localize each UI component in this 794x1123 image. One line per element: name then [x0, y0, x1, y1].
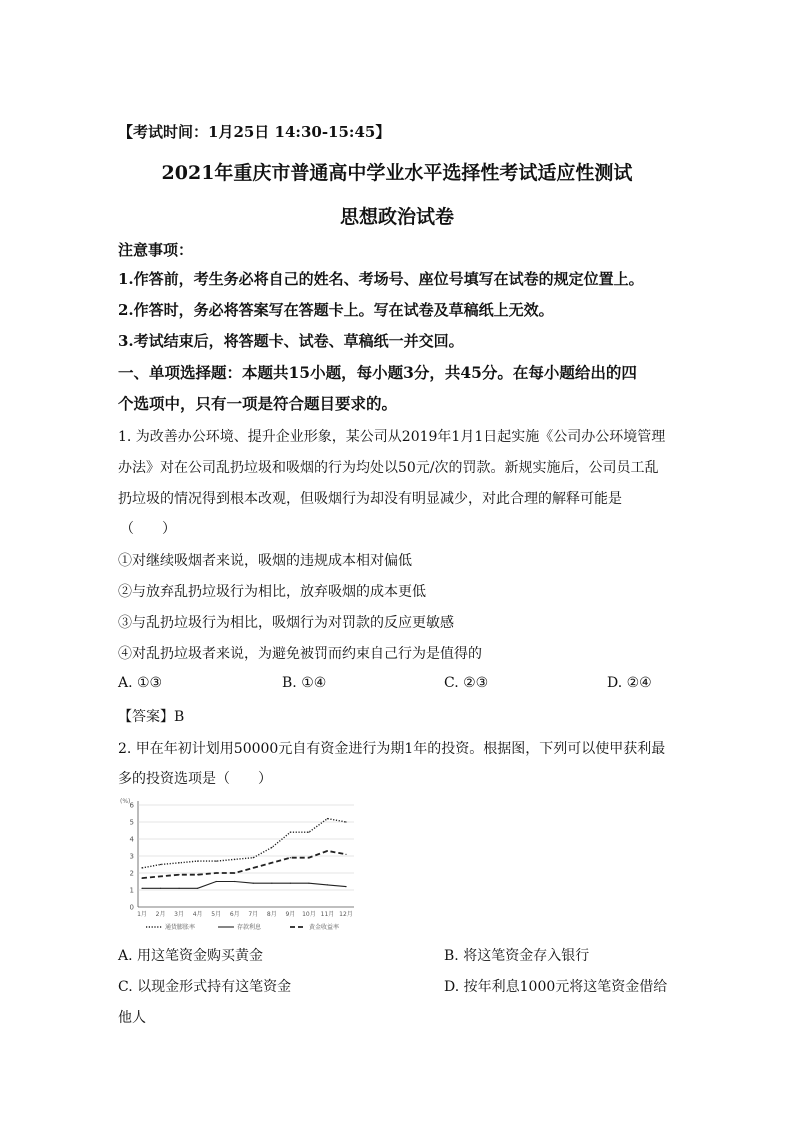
y-tick-label: 3	[129, 852, 134, 861]
q1-option-c: C. ②③	[444, 675, 489, 691]
x-tick-label: 4月	[192, 911, 203, 918]
q1-blank: （ ）	[120, 521, 176, 537]
x-tick-label: 2月	[155, 911, 166, 918]
y-axis-unit: (%)	[120, 798, 131, 805]
data-point	[216, 861, 217, 862]
data-point	[197, 888, 198, 889]
data-point	[234, 872, 235, 873]
q1-option-b: B. ①④	[282, 675, 327, 691]
q1-answer: 【答案】B	[118, 709, 185, 725]
x-tick-label: 8月	[266, 911, 277, 918]
data-point	[290, 857, 291, 858]
paper-subtitle: 思想政治试卷	[339, 206, 454, 228]
data-point	[327, 850, 328, 851]
data-point	[345, 854, 346, 855]
q2-option-d-cont: 他人	[118, 1010, 146, 1026]
legend-label: 黄金收益率	[309, 924, 340, 931]
data-point	[178, 888, 179, 889]
data-point	[271, 883, 272, 884]
data-point	[253, 883, 254, 884]
notice-item: 1.作答前，考生务必将自己的姓名、考场号、座位号填写在试卷的规定位置上。	[118, 270, 644, 288]
data-point	[308, 832, 309, 833]
q1-statement: ④对乱扔垃圾者来说，为避免被罚而约束自己行为是值得的	[118, 646, 482, 662]
exam-time: 【考试时间：1月25日 14:30-15:45】	[118, 123, 391, 141]
data-point	[216, 872, 217, 873]
q1-statement: ③与乱扔垃圾行为相比，吸烟行为对罚款的反应更敏感	[118, 615, 454, 631]
q2-option-b: B. 将这笔资金存入银行	[444, 948, 590, 964]
x-tick-label: 1月	[137, 911, 147, 918]
q1-option-d: D. ②④	[607, 675, 652, 691]
x-tick-label: 5月	[211, 911, 222, 918]
data-point	[308, 883, 309, 884]
data-point	[197, 874, 198, 875]
q2-stem: 2. 甲在年初计划用50000元自有资金进行为期1年的投资。根据图，下列可以使甲获利最	[118, 741, 666, 757]
series-line-0	[142, 819, 346, 868]
q1-statement: ①对继续吸烟者来说，吸烟的违规成本相对偏低	[118, 553, 412, 569]
data-point	[271, 847, 272, 848]
data-point	[253, 857, 254, 858]
paper-title: 2021年重庆市普通高中学业水平选择性考试适应性测试	[161, 162, 633, 184]
section-heading: 一、单项选择题：本题共15小题，每小题3分，共45分。在每小题给出的四	[118, 363, 637, 382]
investment-line-chart	[118, 795, 360, 937]
q1-stem: 办法》对在公司乱扔垃圾和吸烟的行为均处以50元/次的罚款。新规实施后，公司员工乱	[118, 460, 659, 476]
q1-stem: 扔垃圾的情况得到根本改观，但吸烟行为却没有明显减少，对此合理的解释可能是	[118, 491, 622, 507]
q1-stem: 1. 为改善办公环境、提升企业形象，某公司从2019年1月1日起实施《公司办公环境管理	[118, 429, 666, 445]
x-tick-label: 9月	[285, 911, 296, 918]
data-point	[345, 886, 346, 887]
data-point	[197, 861, 198, 862]
data-point	[178, 862, 179, 863]
data-point	[216, 881, 217, 882]
legend-label: 存款利息	[237, 924, 262, 931]
x-tick-label: 7月	[248, 911, 259, 918]
y-tick-label: 6	[129, 801, 134, 810]
data-point	[253, 867, 254, 868]
x-tick-label: 3月	[174, 911, 185, 918]
y-tick-label: 1	[129, 886, 134, 895]
x-tick-label: 11月	[320, 911, 335, 918]
notice-item: 3.考试结束后，将答题卡、试卷、草稿纸一并交回。	[118, 332, 464, 350]
section-heading-cont: 个选项中，只有一项是符合题目要求的。	[118, 394, 398, 413]
data-point	[327, 884, 328, 885]
data-point	[160, 888, 161, 889]
data-point	[290, 832, 291, 833]
data-point	[160, 876, 161, 877]
data-point	[345, 821, 346, 822]
y-tick-label: 0	[129, 903, 134, 912]
x-tick-label: 6月	[229, 911, 240, 918]
q2-option-c: C. 以现金形式持有这笔资金	[118, 979, 292, 995]
data-point	[308, 857, 309, 858]
data-point	[141, 888, 142, 889]
q2-stem: 多的投资选项是（ ）	[118, 771, 272, 787]
x-tick-label: 12月	[339, 911, 353, 918]
q1-option-a: A. ①③	[118, 675, 163, 691]
data-point	[271, 862, 272, 863]
legend-label: 通货膨胀率	[165, 924, 196, 931]
data-point	[234, 859, 235, 860]
q1-statement: ②与放弃乱扔垃圾行为相比，放弃吸烟的成本更低	[118, 584, 426, 600]
series-line-1	[142, 882, 346, 889]
data-point	[160, 864, 161, 865]
series-line-2	[142, 851, 346, 878]
notice-item: 2.作答时，务必将答案写在答题卡上。写在试卷及草稿纸上无效。	[118, 301, 554, 319]
notice-heading: 注意事项：	[118, 241, 194, 259]
data-point	[327, 818, 328, 819]
y-tick-label: 4	[129, 835, 134, 844]
y-tick-label: 5	[129, 818, 134, 827]
data-point	[290, 883, 291, 884]
q2-option-a: A. 用这笔资金购买黄金	[118, 948, 264, 964]
x-tick-label: 10月	[302, 911, 316, 918]
data-point	[178, 874, 179, 875]
data-point	[141, 878, 142, 879]
q2-option-d: D. 按年利息1000元将这笔资金借给	[444, 979, 668, 995]
data-point	[234, 881, 235, 882]
data-point	[141, 867, 142, 868]
y-tick-label: 2	[129, 869, 134, 878]
